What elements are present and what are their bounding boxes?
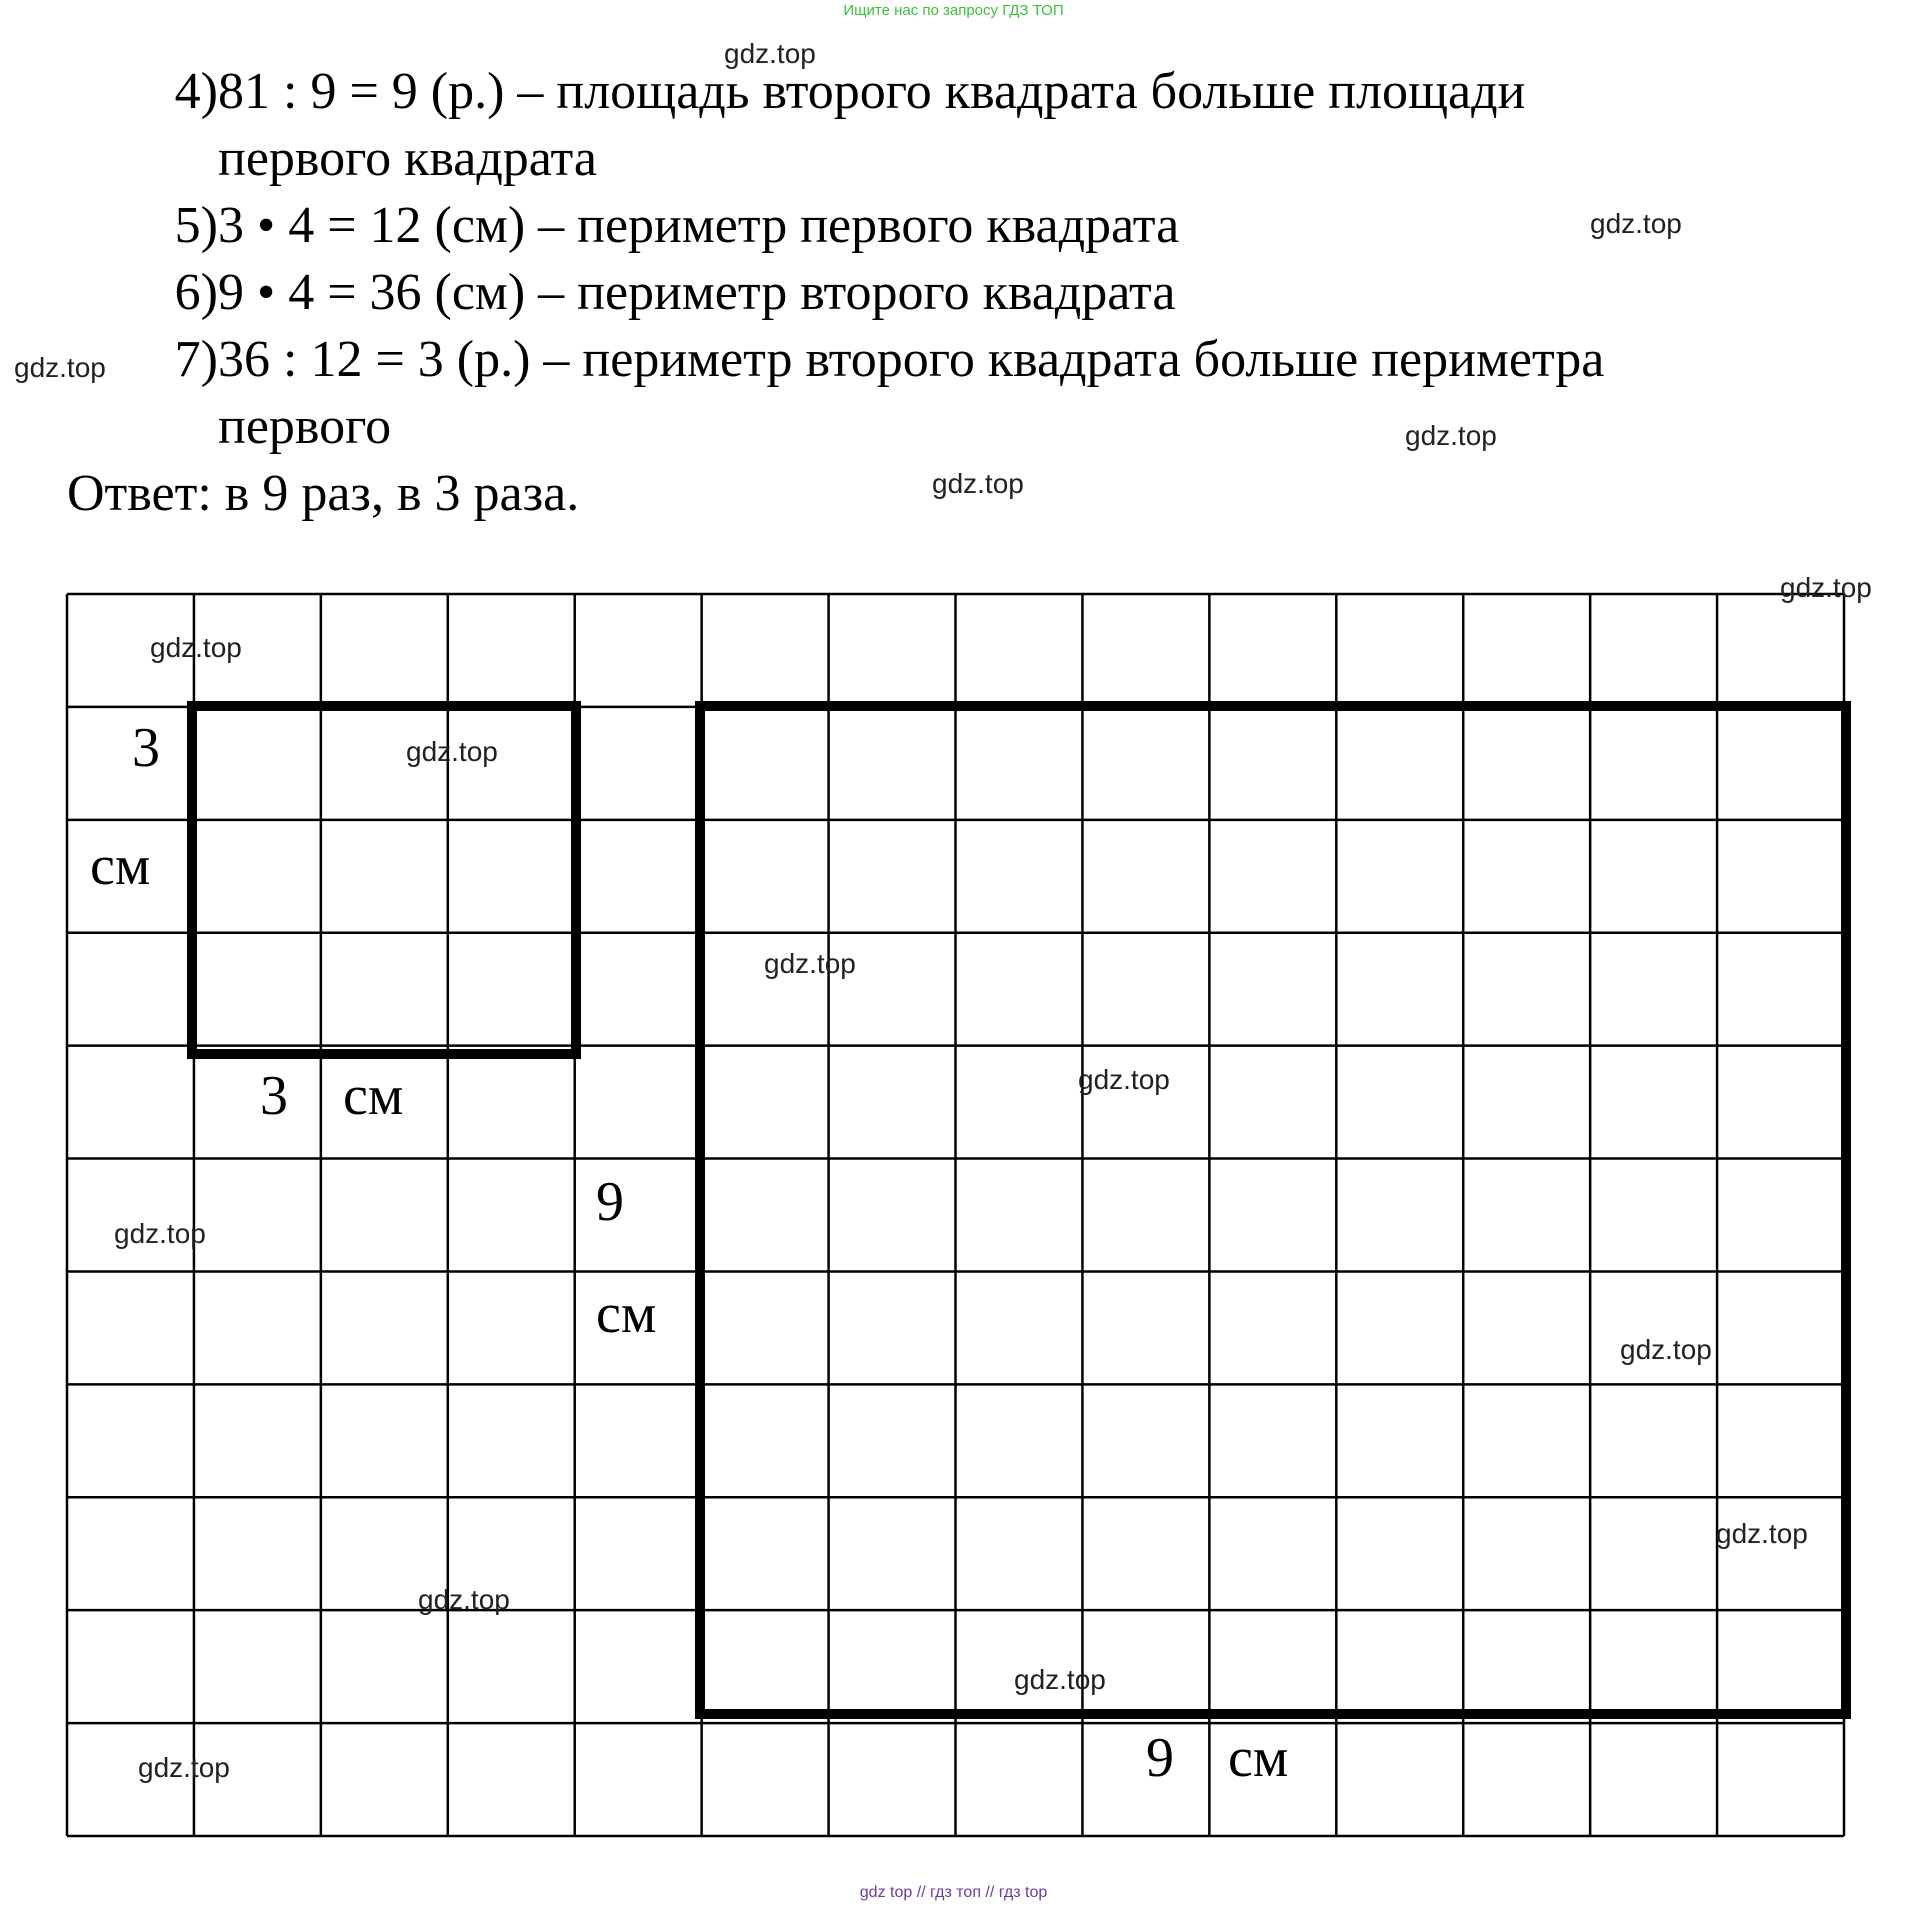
watermark: gdz.top: [138, 1752, 230, 1783]
watermark: gdz.top: [418, 1584, 510, 1615]
step-number: 7): [174, 331, 218, 388]
small-square: [192, 706, 576, 1054]
big-bottom-value: 9: [1146, 1727, 1174, 1789]
big-side-value: 9: [596, 1171, 624, 1233]
small-side-unit: см: [90, 835, 151, 897]
step-line: 3 • 4 = 12 (см) – периметр первого квадрата: [218, 197, 1180, 254]
watermark: gdz.top: [1780, 572, 1872, 603]
step-line: первого квадрата: [218, 130, 597, 187]
small-bottom-value: 3: [260, 1065, 288, 1127]
watermark: gdz.top: [1014, 1664, 1106, 1695]
step-line: 9 • 4 = 36 (см) – периметр второго квадрата: [218, 264, 1176, 321]
step-number: 6): [174, 264, 218, 321]
big-side-unit: см: [596, 1283, 657, 1345]
watermark: gdz.top: [932, 468, 1024, 499]
watermark: gdz.top: [406, 736, 498, 767]
watermark: gdz.top: [1405, 420, 1497, 451]
watermark: gdz.top: [14, 352, 106, 383]
watermark: gdz.top: [1590, 208, 1682, 239]
watermark: gdz.top: [1078, 1064, 1170, 1095]
step-line: первого: [218, 398, 392, 455]
watermark: gdz.top: [114, 1218, 206, 1249]
answer-line: Ответ: в 9 раз, в 3 раза.: [67, 465, 580, 522]
watermark: gdz.top: [150, 632, 242, 663]
watermark: gdz.top: [724, 38, 816, 69]
step-number: 4): [174, 63, 218, 120]
footer-links: gdz top // гдз топ // гдз top: [859, 1884, 1048, 1901]
big-bottom-unit: см: [1228, 1727, 1289, 1789]
big-square: [700, 706, 1846, 1714]
small-side-value: 3: [132, 717, 160, 779]
watermark: gdz.top: [764, 948, 856, 979]
grid-lines: [67, 594, 1844, 1836]
step-number: 5): [174, 197, 218, 254]
step-line: 81 : 9 = 9 (р.) – площадь второго квадрата больше площади: [218, 63, 1526, 120]
watermark: gdz.top: [1620, 1334, 1712, 1365]
small-bottom-unit: см: [343, 1065, 404, 1127]
top-banner: Ищите нас по запросу ГДЗ ТОП: [843, 2, 1064, 19]
step-line: 36 : 12 = 3 (р.) – периметр второго квадрата больше периметра: [218, 331, 1605, 388]
watermark: gdz.top: [1716, 1518, 1808, 1549]
